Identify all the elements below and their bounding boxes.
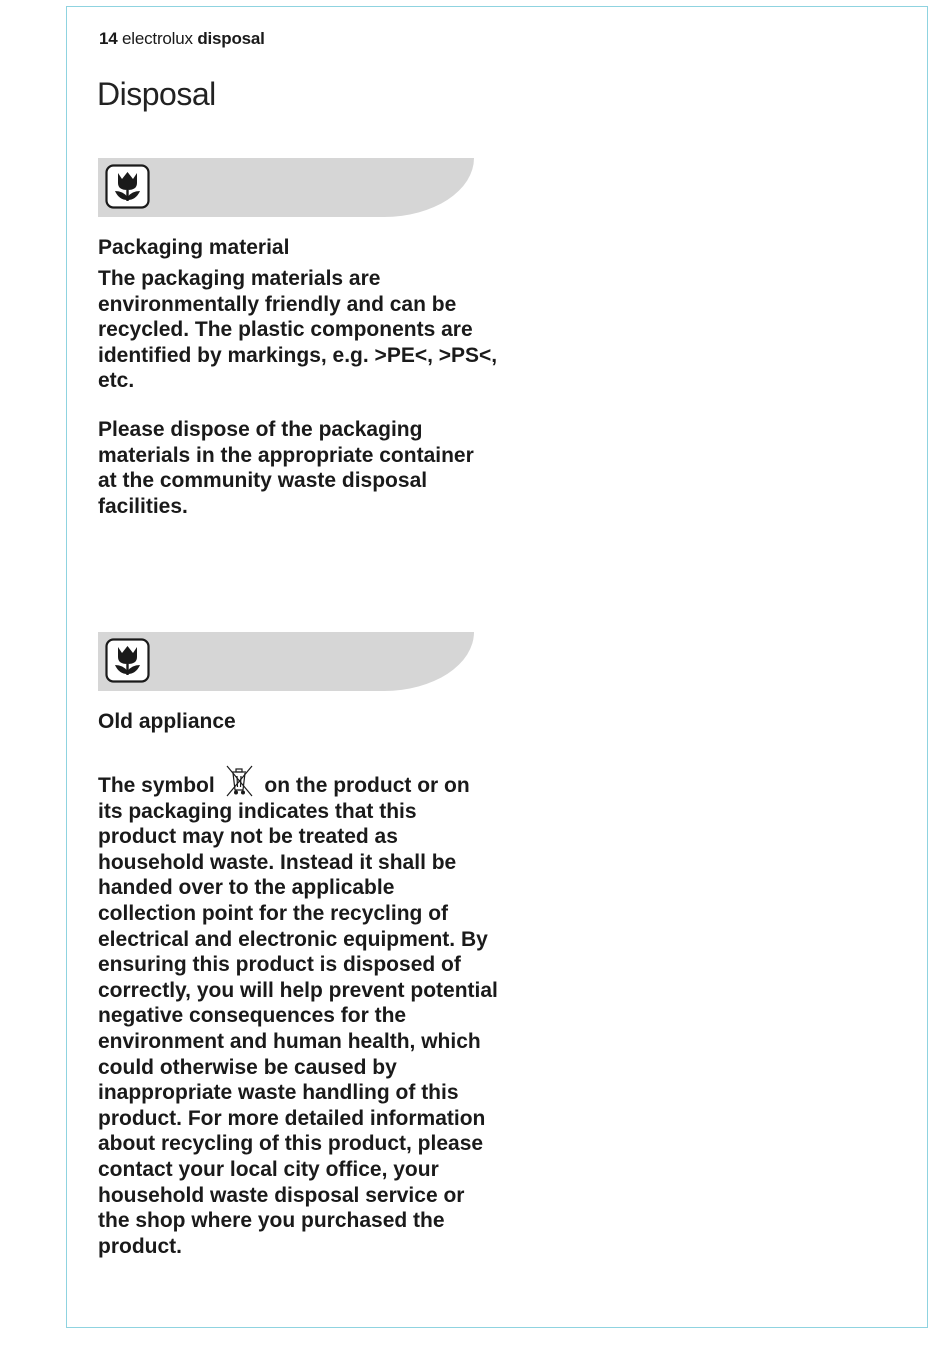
page-title: Disposal	[97, 76, 216, 112]
old-appliance-heading: Old appliance	[98, 710, 236, 733]
header-section: disposal	[197, 29, 265, 48]
page-number: 14	[99, 29, 118, 48]
packaging-banner	[98, 158, 474, 217]
packaging-paragraph-2: Please dispose of the packaging materials in the appropriate container at the community waste disposal facilities.	[98, 418, 474, 518]
symbol-description-text: on the product or on its packaging indicates that this product may not be treated as household waste. Instead it shall be handed over to the applicable collection point for the recycling of electrical and electronic equipment. By ensuring this product is disposed of correctly, you will help prevent potential negative consequences for the environment and human health, which could otherwise be caused by inappropriate waste handling of this product. For more detailed information about recycling of this product, please contact your local city office, your household waste disposal service or the shop where you purchased the product.	[98, 774, 498, 1258]
crossed-out-wheelie-bin-icon	[223, 764, 255, 798]
packaging-heading: Packaging material	[98, 236, 290, 259]
symbol-intro-text: The symbol	[98, 774, 215, 797]
packaging-paragraph-1: The packaging materials are environmentally friendly and can be recycled. The plastic components are identified by markings, e.g. >PE<, >PS<, etc.	[98, 267, 498, 392]
page-header	[99, 29, 265, 49]
environment-tulip-icon	[105, 164, 150, 209]
environment-tulip-icon	[105, 638, 150, 683]
old-appliance-paragraph	[98, 764, 498, 1259]
old-appliance-banner	[98, 632, 474, 691]
brand-name: electrolux	[122, 29, 193, 48]
